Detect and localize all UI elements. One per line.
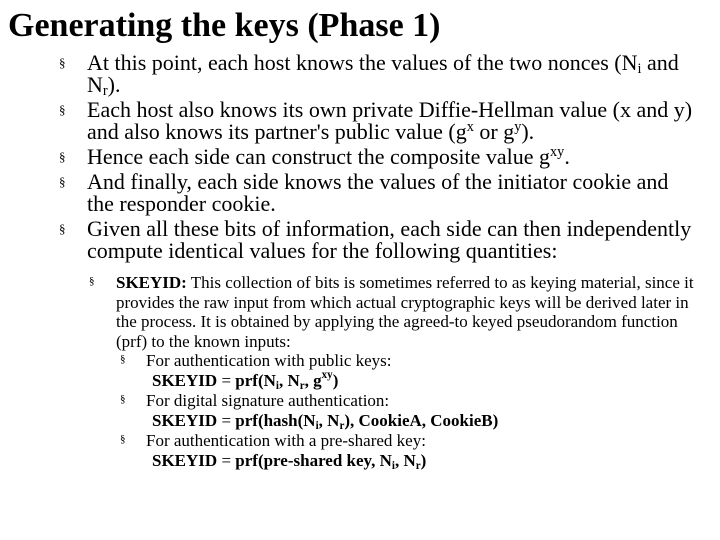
bullet-nonces	[0, 50, 697, 99]
bullet-marker-icon: §	[120, 433, 126, 445]
subscript: i	[391, 460, 395, 472]
case-public-keys	[0, 351, 720, 370]
bullet-text: Hence each side can construct the composite value g	[87, 144, 551, 169]
bullet-marker-icon: §	[59, 55, 66, 70]
subscript: i	[637, 61, 642, 77]
bullet-marker-icon: §	[59, 221, 66, 236]
formula-pre-shared-key	[0, 450, 720, 471]
bullet-marker-icon: §	[59, 102, 66, 117]
skeyid-label: SKEYID:	[116, 273, 187, 292]
formula-eq: =	[217, 451, 236, 470]
case-label: For digital signature authentication:	[146, 391, 390, 410]
superscript: xy	[321, 369, 333, 381]
bullet-compute	[0, 218, 697, 262]
bullet-text: At this point, each host knows the values of the two nonces (N	[87, 50, 638, 75]
formula-part: ), CookieA, CookieB)	[344, 411, 499, 430]
formula-part: , N	[394, 451, 416, 470]
subscript: i	[275, 380, 279, 392]
bullet-text: and N	[87, 50, 679, 97]
bullet-text: ).	[521, 119, 535, 144]
case-digital-signature	[0, 391, 720, 410]
formula-part: , g	[304, 371, 322, 390]
bullet-marker-icon: §	[89, 275, 95, 287]
formula-lhs: SKEYID	[152, 451, 218, 470]
bullet-marker-icon: §	[59, 149, 66, 164]
formula-eq: =	[217, 371, 236, 390]
skeyid-bullet	[0, 273, 706, 351]
formula-lhs: SKEYID	[152, 411, 218, 430]
formula-part: prf(hash(N	[235, 411, 316, 430]
case-label: For authentication with a pre-shared key:	[146, 431, 426, 450]
subscript: r	[102, 83, 108, 99]
bullet-cookies	[0, 171, 697, 215]
formula-part: )	[332, 371, 339, 390]
formula-part: , N	[278, 371, 300, 390]
bullet-marker-icon: §	[120, 393, 126, 405]
subscript: r	[339, 420, 345, 432]
bullet-marker-icon: §	[120, 353, 126, 365]
superscript: xy	[550, 144, 565, 160]
formula-eq: =	[217, 411, 236, 430]
bullet-composite	[0, 146, 697, 168]
formula-lhs: SKEYID	[152, 371, 218, 390]
formula-part: prf(pre-shared key, N	[235, 451, 392, 470]
case-label: For authentication with public keys:	[146, 351, 392, 370]
subscript: i	[315, 420, 319, 432]
case-pre-shared-key	[0, 431, 720, 450]
formula-part: )	[420, 451, 427, 470]
formula-part: , N	[318, 411, 340, 430]
bullet-text: Each host also knows its own private Diffie-Hellman value (x and y) and also knows its partner's public value (g	[87, 97, 693, 144]
subscript: r	[299, 380, 305, 392]
formula-public-keys	[0, 370, 720, 391]
bullet-list	[0, 52, 720, 471]
skeyid-text: This collection of bits is sometimes referred to as keying material, since it provides the raw input from which actual cryptographic keys will be derived later in the process. It is obtained by applying the agreed-to keyed pseudorandom function (prf) to the known inputs:	[116, 273, 694, 351]
subscript: r	[415, 460, 421, 472]
bullet-text: Given all these bits of information, each side can then independently compute identical values for the following quantities:	[87, 216, 692, 263]
bullet-text: .	[564, 144, 570, 169]
bullet-diffie-hellman	[0, 99, 697, 143]
superscript: y	[514, 119, 522, 135]
bullet-text: ).	[107, 72, 121, 97]
slide-title: Generating the keys (Phase 1)	[8, 7, 441, 44]
formula-part: prf(N	[235, 371, 276, 390]
formula-digital-signature	[0, 410, 720, 431]
bullet-text: And finally, each side knows the values of the initiator cookie and the responder cookie.	[87, 169, 669, 216]
bullet-marker-icon: §	[59, 174, 66, 189]
bullet-text: or g	[473, 119, 515, 144]
superscript: x	[466, 119, 474, 135]
